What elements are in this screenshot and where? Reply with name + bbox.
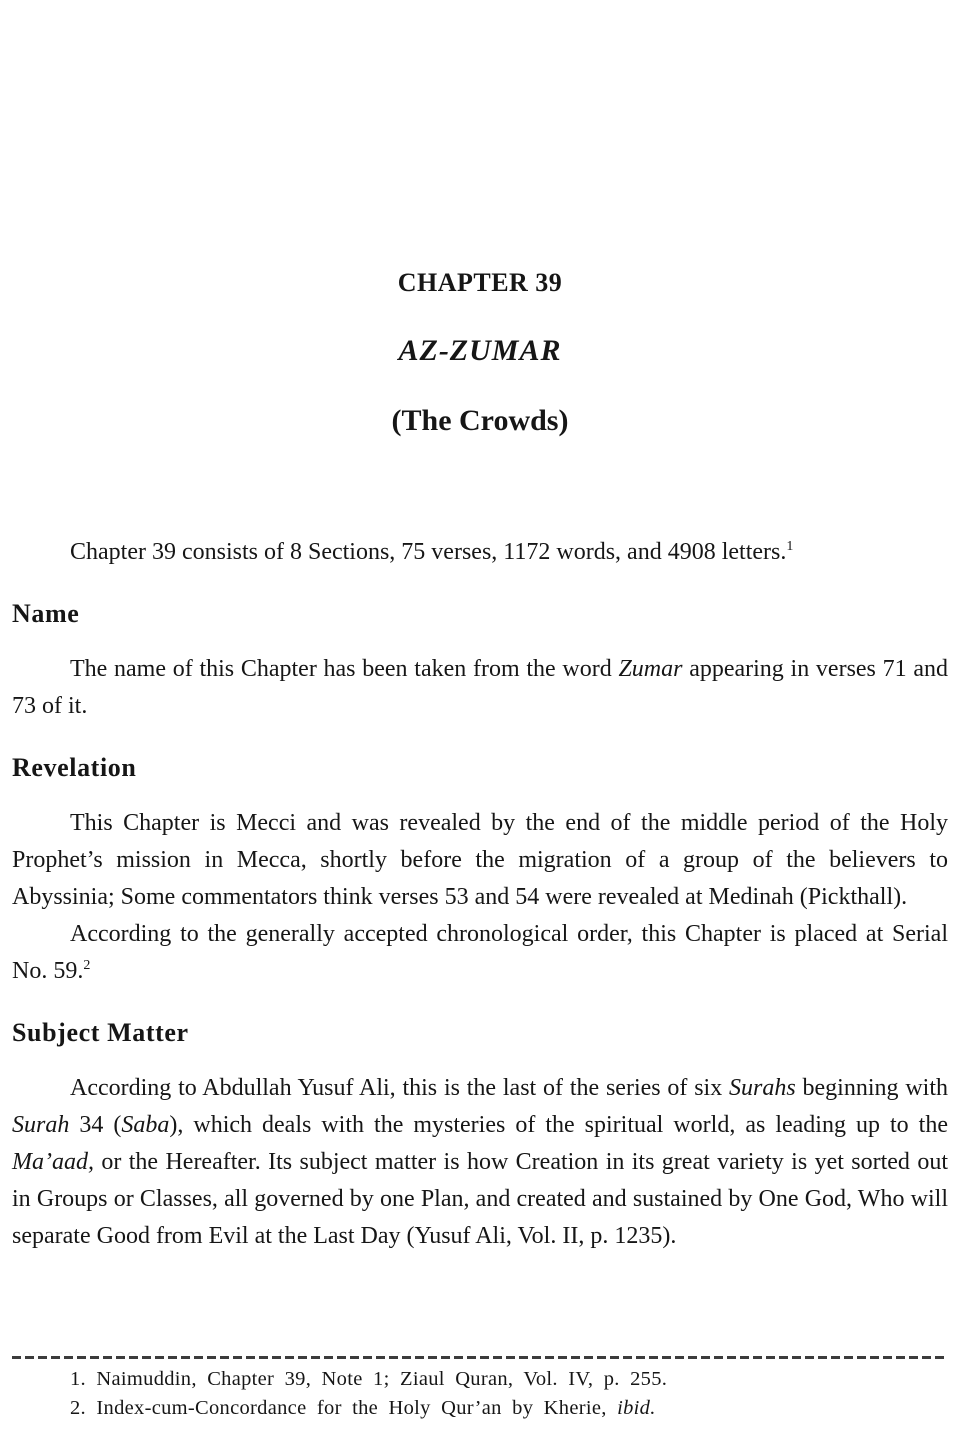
italic-term-surahs: Surahs [729,1075,796,1101]
text-segment: 34 ( [69,1112,122,1138]
chapter-heading-block [12,268,948,438]
chapter-subtitle: (The Crowds) [391,404,569,437]
intro-paragraph [12,534,948,571]
footnotes-block [12,1365,948,1423]
subject-matter-paragraph [12,1070,948,1255]
text-segment: ), which deals with the mysteries of the spiritual world, as leading up to the [169,1112,948,1138]
footnote-ref-2: 2 [83,958,91,973]
revelation-paragraph-1: This Chapter is Mecci and was revealed by the end of the middle period of the Holy Prophet’s mission in Mecca, shortly before the migration of a group of the believers to Abyssinia; Some commentators think verses 53 and 54 were revealed at Medinah (Pickthall). [12,810,948,910]
intro-text: Chapter 39 consists of 8 Sections, 75 verses, 1172 words, and 4908 letters. [70,539,787,565]
italic-term-ibid: ibid. [617,1397,656,1419]
footnote-2 [12,1394,948,1423]
chapter-title: AZ-ZUMAR [398,334,562,367]
text-segment: According to Abdullah Yusuf Ali, this is the last of the series of six [70,1075,730,1101]
text-segment: 2. Index-cum-Concordance for the Holy Qur’an by Kherie, [70,1397,618,1419]
italic-term-zumar: Zumar [618,656,683,682]
italic-term-maaad: Ma’aad, [12,1149,94,1175]
section-heading-name: Name [12,599,80,628]
text-segment: beginning with [795,1075,948,1101]
name-paragraph [12,651,948,725]
italic-term-surah: Surah [12,1112,70,1138]
text-segment: The name of this Chapter has been taken from the word [70,656,619,682]
chapter-number: CHAPTER 39 [397,268,563,297]
text-segment: appearing in verses 71 and 73 of it. [12,656,948,719]
section-heading-revelation: Revelation [12,753,137,782]
italic-term-saba: Saba [121,1112,170,1138]
section-heading-subject-matter: Subject Matter [12,1018,189,1047]
footnote-separator [12,1356,948,1359]
text-segment: According to the generally accepted chronological order, this Chapter is placed at Serial No. 59. [12,921,948,984]
revelation-paragraph-2 [12,916,948,990]
text-segment: or the Hereafter. Its subject matter is how Creation in its great variety is yet sorted out in Groups or Classes, all governed by one Plan, and created and sustained by One God, Who will separate Good from Evil at the Last Day (Yusuf Ali, Vol. II, p. 1235). [12,1149,948,1249]
footnote-area [12,1356,948,1423]
footnote-1: 1. Naimuddin, Chapter 39, Note 1; Ziaul Quran, Vol. IV, p. 255. [70,1368,668,1390]
footnote-ref-1: 1 [786,539,794,554]
